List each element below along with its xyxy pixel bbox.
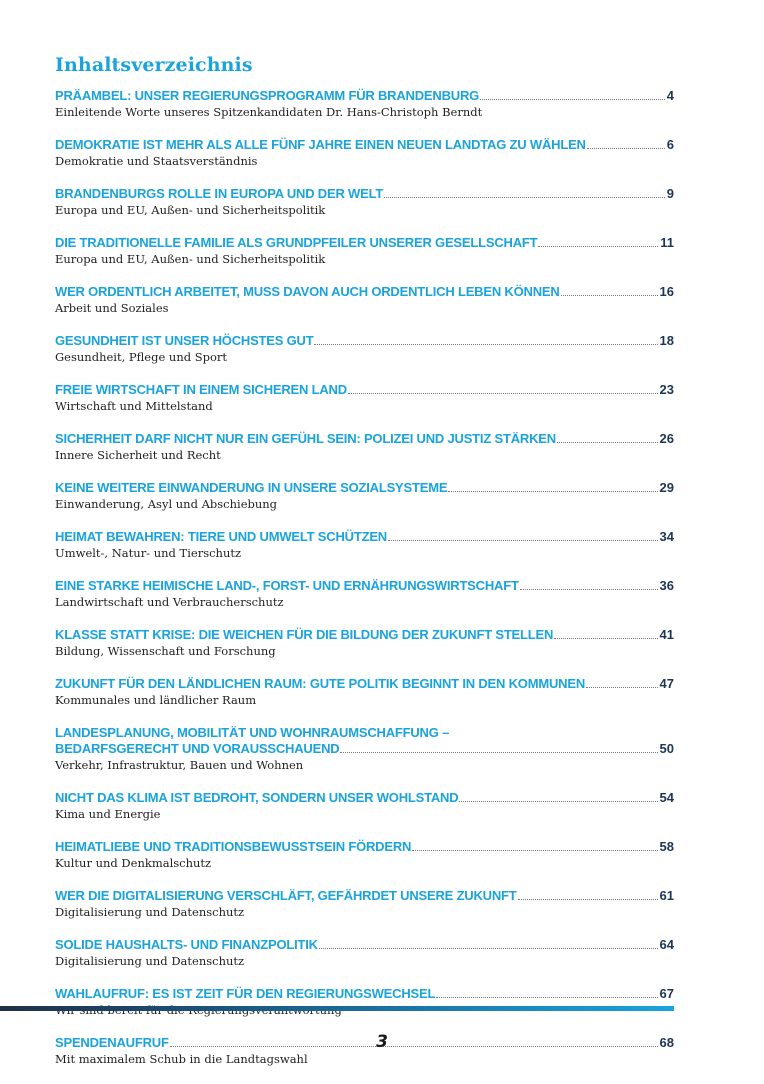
table-of-contents bbox=[55, 88, 674, 1084]
toc-line bbox=[55, 137, 674, 153]
toc-line bbox=[55, 937, 674, 953]
toc-page-number[interactable]: 41 bbox=[659, 627, 674, 642]
toc-page-number[interactable]: 47 bbox=[659, 676, 674, 691]
toc-entry-title[interactable]: KEINE WEITERE EINWANDERUNG IN UNSERE SOZIALSYSTEME bbox=[55, 480, 448, 495]
toc-entry-subtitle: Digitalisierung und Datenschutz bbox=[55, 905, 245, 919]
toc-entry-title[interactable]: WER DIE DIGITALISIERUNG VERSCHLÄFT, GEFÄHRDET UNSERE ZUKUNFT bbox=[55, 888, 517, 903]
toc-line bbox=[55, 888, 674, 904]
dot-leader bbox=[586, 686, 658, 688]
toc-line bbox=[55, 839, 674, 855]
dot-leader bbox=[436, 996, 657, 998]
dot-leader bbox=[561, 294, 658, 296]
toc-page-number[interactable]: 11 bbox=[660, 235, 674, 250]
toc-entry-title[interactable]: FREIE WIRTSCHAFT IN EINEM SICHEREN LAND bbox=[55, 382, 347, 397]
toc-line bbox=[55, 235, 674, 251]
toc-page-number[interactable]: 34 bbox=[659, 529, 674, 544]
toc-entry-title[interactable]: EINE STARKE HEIMISCHE LAND-, FORST- UND ERNÄHRUNGSWIRTSCHAFT bbox=[55, 578, 519, 593]
toc-line bbox=[55, 790, 674, 806]
toc-entry-subtitle: Gesundheit, Pflege und Sport bbox=[55, 350, 228, 364]
toc-page-number[interactable]: 54 bbox=[659, 790, 674, 805]
toc-entry[interactable] bbox=[55, 186, 674, 217]
toc-entry[interactable] bbox=[55, 431, 674, 462]
toc-entry-title[interactable]: SPENDENAUFRUF bbox=[55, 1035, 169, 1050]
page-title: Inhaltsverzeichnis bbox=[55, 54, 253, 76]
toc-entry-subtitle: Kommunales und ländlicher Raum bbox=[55, 693, 257, 707]
toc-entry-title[interactable]: HEIMATLIEBE UND TRADITIONSBEWUSSTSEIN FÖRDERN bbox=[55, 839, 412, 854]
toc-line bbox=[55, 333, 674, 349]
toc-line bbox=[55, 186, 674, 202]
toc-line bbox=[55, 676, 674, 692]
dot-leader bbox=[520, 588, 658, 590]
toc-entry[interactable] bbox=[55, 676, 674, 707]
toc-entry-subtitle: Landwirtschaft und Verbraucherschutz bbox=[55, 595, 284, 609]
toc-entry[interactable] bbox=[55, 627, 674, 658]
toc-line bbox=[55, 529, 674, 545]
toc-entry-title[interactable]: PRÄAMBEL: UNSER REGIERUNGSPROGRAMM FÜR BRANDENBURG bbox=[55, 88, 480, 103]
toc-entry-subtitle: Kima und Energie bbox=[55, 807, 161, 821]
dot-leader bbox=[518, 898, 658, 900]
toc-page-number[interactable]: 64 bbox=[659, 937, 674, 952]
toc-entry-subtitle: Europa und EU, Außen- und Sicherheitspolitik bbox=[55, 252, 326, 266]
toc-entry-subtitle: Umwelt-, Natur- und Tierschutz bbox=[55, 546, 242, 560]
toc-line bbox=[55, 578, 674, 594]
toc-entry[interactable] bbox=[55, 382, 674, 413]
toc-page-number[interactable]: 29 bbox=[659, 480, 674, 495]
toc-entry[interactable] bbox=[55, 333, 674, 364]
toc-entry-title[interactable]: BEDARFSGERECHT UND VORAUSSCHAUEND bbox=[55, 741, 340, 756]
toc-entry[interactable] bbox=[55, 235, 674, 266]
toc-entry-subtitle: Digitalisierung und Datenschutz bbox=[55, 954, 245, 968]
footer-gradient-bar bbox=[0, 1006, 674, 1011]
dot-leader bbox=[448, 490, 657, 492]
toc-entry-subtitle: Verkehr, Infrastruktur, Bauen und Wohnen bbox=[55, 758, 304, 772]
toc-page-number[interactable]: 23 bbox=[659, 382, 674, 397]
dot-leader bbox=[319, 947, 658, 949]
toc-entry[interactable] bbox=[55, 88, 674, 119]
dot-leader bbox=[340, 751, 657, 753]
dot-leader bbox=[557, 441, 658, 443]
page-number: 3 bbox=[376, 1032, 388, 1052]
toc-line bbox=[55, 627, 674, 643]
toc-entry-title[interactable]: HEIMAT BEWAHREN: TIERE UND UMWELT SCHÜTZEN bbox=[55, 529, 387, 544]
dot-leader bbox=[348, 392, 658, 394]
toc-entry[interactable] bbox=[55, 578, 674, 609]
dot-leader bbox=[384, 196, 665, 198]
toc-line bbox=[55, 431, 674, 447]
toc-entry-subtitle: Wirtschaft und Mittelstand bbox=[55, 399, 213, 413]
toc-entry-subtitle: Demokratie und Staatsverständnis bbox=[55, 154, 258, 168]
toc-entry-subtitle: Kultur und Denkmalschutz bbox=[55, 856, 212, 870]
toc-entry[interactable] bbox=[55, 839, 674, 870]
toc-entry-subtitle: Mit maximalem Schub in die Landtagswahl bbox=[55, 1052, 308, 1066]
toc-page-number[interactable]: 16 bbox=[659, 284, 674, 299]
toc-entry-title[interactable]: DIE TRADITIONELLE FAMILIE ALS GRUNDPFEILER UNSERER GESELLSCHAFT bbox=[55, 235, 538, 250]
toc-entry-title[interactable]: BRANDENBURGS ROLLE IN EUROPA UND DER WELT bbox=[55, 186, 384, 201]
toc-entry-title-line1[interactable]: LANDESPLANUNG, MOBILITÄT UND WOHNRAUMSCHAFFUNG – bbox=[55, 725, 450, 740]
dot-leader bbox=[587, 147, 665, 149]
toc-entry[interactable] bbox=[55, 529, 674, 560]
toc-entry-title[interactable]: SICHERHEIT DARF NICHT NUR EIN GEFÜHL SEIN: POLIZEI UND JUSTIZ STÄRKEN bbox=[55, 431, 556, 446]
toc-page-number[interactable]: 26 bbox=[659, 431, 674, 446]
dot-leader bbox=[388, 539, 658, 541]
toc-entry[interactable] bbox=[55, 790, 674, 821]
toc-entry-title[interactable]: NICHT DAS KLIMA IST BEDROHT, SONDERN UNSER WOHLSTAND bbox=[55, 790, 459, 805]
dot-leader bbox=[554, 637, 657, 639]
toc-page-number[interactable]: 36 bbox=[659, 578, 674, 593]
toc-entry-subtitle: Innere Sicherheit und Recht bbox=[55, 448, 221, 462]
dot-leader bbox=[538, 245, 658, 247]
toc-entry[interactable] bbox=[55, 480, 674, 511]
toc-entry-title[interactable]: KLASSE STATT KRISE: DIE WEICHEN FÜR DIE BILDUNG DER ZUKUNFT STELLEN bbox=[55, 627, 554, 642]
toc-line bbox=[55, 741, 674, 757]
toc-page-number[interactable]: 9 bbox=[666, 186, 674, 201]
toc-line bbox=[55, 88, 674, 104]
toc-entry-title[interactable]: WER ORDENTLICH ARBEITET, MUSS DAVON AUCH ORDENTLICH LEBEN KÖNNEN bbox=[55, 284, 560, 299]
toc-page-number[interactable]: 58 bbox=[659, 839, 674, 854]
dot-leader bbox=[459, 800, 657, 802]
toc-page-number[interactable]: 61 bbox=[659, 888, 674, 903]
toc-entry-title[interactable]: SOLIDE HAUSHALTS- UND FINANZPOLITIK bbox=[55, 937, 318, 952]
toc-entry-title[interactable]: ZUKUNFT FÜR DEN LÄNDLICHEN RAUM: GUTE POLITIK BEGINNT IN DEN KOMMUNEN bbox=[55, 676, 586, 691]
toc-entry-subtitle: Einwanderung, Asyl und Abschiebung bbox=[55, 497, 278, 511]
toc-page-number[interactable]: 4 bbox=[666, 88, 674, 103]
toc-page-number[interactable]: 67 bbox=[659, 986, 674, 1001]
toc-entry-title[interactable]: GESUNDHEIT IST UNSER HÖCHSTES GUT bbox=[55, 333, 314, 348]
toc-entry-title[interactable]: DEMOKRATIE IST MEHR ALS ALLE FÜNF JAHRE EINEN NEUEN LANDTAG ZU WÄHLEN bbox=[55, 137, 586, 152]
toc-line bbox=[55, 284, 674, 300]
toc-entry[interactable] bbox=[55, 888, 674, 919]
toc-line bbox=[55, 986, 674, 1002]
toc-entry[interactable] bbox=[55, 284, 674, 315]
toc-entry[interactable] bbox=[55, 725, 674, 772]
toc-entry-subtitle: Europa und EU, Außen- und Sicherheitspolitik bbox=[55, 203, 326, 217]
toc-page-number[interactable]: 50 bbox=[659, 741, 674, 756]
toc-page-number[interactable]: 6 bbox=[666, 137, 674, 152]
toc-line bbox=[55, 382, 674, 398]
toc-entry[interactable] bbox=[55, 137, 674, 168]
toc-entry[interactable] bbox=[55, 986, 674, 1017]
toc-entry-title[interactable]: WAHLAUFRUF: ES IST ZEIT FÜR DEN REGIERUNGSWECHSEL bbox=[55, 986, 436, 1001]
dot-leader bbox=[480, 98, 665, 100]
dot-leader bbox=[314, 343, 657, 345]
toc-entry[interactable] bbox=[55, 937, 674, 968]
toc-line bbox=[55, 480, 674, 496]
dot-leader bbox=[412, 849, 657, 851]
toc-page-number[interactable]: 68 bbox=[659, 1035, 674, 1050]
toc-entry-subtitle: Einleitende Worte unseres Spitzenkandidaten Dr. Hans-Christoph Berndt bbox=[55, 105, 483, 119]
toc-page-number[interactable]: 18 bbox=[659, 333, 674, 348]
toc-entry-subtitle: Bildung, Wissenschaft und Forschung bbox=[55, 644, 276, 658]
toc-entry-subtitle: Arbeit und Soziales bbox=[55, 301, 169, 315]
